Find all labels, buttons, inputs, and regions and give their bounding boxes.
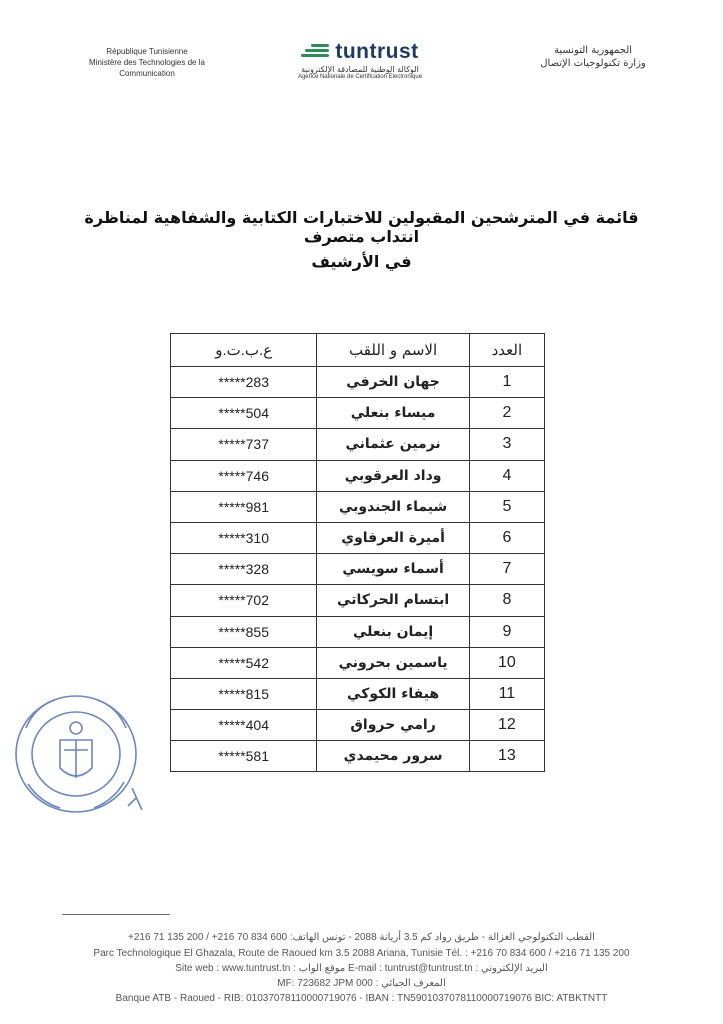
candidate-id: *****504 — [171, 398, 317, 429]
official-stamp-icon — [4, 688, 144, 822]
table-row — [171, 616, 545, 647]
logo-name: tuntrust — [335, 40, 419, 63]
candidate-id: *****404 — [171, 710, 317, 741]
row-number: 12 — [469, 710, 544, 741]
table-row — [171, 398, 545, 429]
candidate-name: ميساء بنعلي — [317, 398, 469, 429]
row-number: 11 — [469, 678, 544, 709]
candidate-id: *****855 — [171, 616, 317, 647]
document-title-line2: في الأرشيف — [311, 252, 412, 271]
candidate-id: *****581 — [171, 741, 317, 772]
row-number: 4 — [469, 460, 544, 491]
candidate-name: إيمان بنعلي — [317, 616, 469, 647]
row-number: 1 — [469, 367, 544, 398]
republic-fr: République Tunisienne — [106, 47, 188, 56]
row-number: 10 — [469, 647, 544, 678]
logo-french: Agence Nationale de Certification Electronique — [297, 74, 423, 80]
row-number: 9 — [469, 616, 544, 647]
ministry-fr: Ministère des Technologies de la Communication — [89, 58, 205, 78]
row-number: 2 — [469, 398, 544, 429]
candidate-name: وداد العرقوبي — [317, 460, 469, 491]
table-row — [171, 647, 545, 678]
candidate-name: أميرة العرفاوي — [317, 522, 469, 553]
footer-contact: Site web : www.tuntrust.tn : موقع الواب E-mail : tuntrust@tuntrust.tn : البريد الإلكتروني — [175, 963, 548, 974]
table-row — [171, 522, 545, 553]
table-row — [171, 554, 545, 585]
table-row — [171, 585, 545, 616]
candidate-id: *****815 — [171, 678, 317, 709]
candidate-name: رامي حرواق — [317, 710, 469, 741]
footer-address-fr: Parc Technologique El Ghazala, Route de Raoued km 3.5 2088 Ariana, Tunisie Tél. : +216 70 834 600 / +216 71 135 200 — [93, 948, 630, 959]
header-left — [62, 46, 232, 79]
candidate-id: *****702 — [171, 585, 317, 616]
footer-divider — [62, 914, 170, 915]
ministry-ar: وزارة تكنولوجيات الإتصال — [540, 58, 646, 69]
candidate-id: *****283 — [171, 367, 317, 398]
candidate-name: سرور محيمدي — [317, 741, 469, 772]
header-number: العدد — [469, 334, 544, 367]
table-header-row — [171, 334, 545, 367]
candidate-id: *****328 — [171, 554, 317, 585]
table-row — [171, 710, 545, 741]
header-right — [523, 44, 663, 70]
logo-mark-icon — [301, 43, 331, 61]
table-row — [171, 429, 545, 460]
footer-bank: Banque ATB - Raoued - RIB: 01037078110000719076 - IBAN : TN5901037078110000719076 BIC: ATBKTNTT — [115, 993, 608, 1004]
row-number: 5 — [469, 491, 544, 522]
candidates-table — [170, 333, 545, 772]
table-row — [171, 367, 545, 398]
candidate-id: *****542 — [171, 647, 317, 678]
candidate-name: شيماء الجندوبي — [317, 491, 469, 522]
candidate-id: *****746 — [171, 460, 317, 491]
candidate-name: جهان الخرفي — [317, 367, 469, 398]
candidate-name: أسماء سويسي — [317, 554, 469, 585]
candidate-name: نرمين عثماني — [317, 429, 469, 460]
row-number: 13 — [469, 741, 544, 772]
table-row — [171, 460, 545, 491]
tuntrust-logo — [285, 40, 435, 80]
row-number: 7 — [469, 554, 544, 585]
table-row — [171, 678, 545, 709]
footer-tax-id: MF: 723682 JPM 000 : المعرف الجبائي — [277, 978, 446, 989]
document-title: قائمة في المترشحين المقبولين للاختبارات الكتابية والشفاهية لمناظرة انتداب متصرف — [84, 208, 639, 246]
candidate-name: هيفاء الكوكي — [317, 678, 469, 709]
table-row — [171, 741, 545, 772]
candidate-name: ابتسام الحركاتي — [317, 585, 469, 616]
header-name: الاسم و اللقب — [317, 334, 469, 367]
candidate-id: *****310 — [171, 522, 317, 553]
candidate-id: *****737 — [171, 429, 317, 460]
header-id: ع.ب.ت.و — [171, 334, 317, 367]
table-row — [171, 491, 545, 522]
logo-arabic: الوكالة الوطنية للمصادقة الإلكترونية — [301, 65, 419, 74]
row-number: 6 — [469, 522, 544, 553]
republic-ar: الجمهورية التونسية — [553, 45, 633, 56]
row-number: 8 — [469, 585, 544, 616]
candidate-id: *****981 — [171, 491, 317, 522]
candidate-name: ياسمين بحروني — [317, 647, 469, 678]
footer-address-ar: القطب التكنولوجي الغزالة - طريق رواد كم 3.5 أريانة 2088 - تونس الهاتف: 600 834 70 216+ / 200 135 71 216+ — [128, 932, 595, 943]
row-number: 3 — [469, 429, 544, 460]
